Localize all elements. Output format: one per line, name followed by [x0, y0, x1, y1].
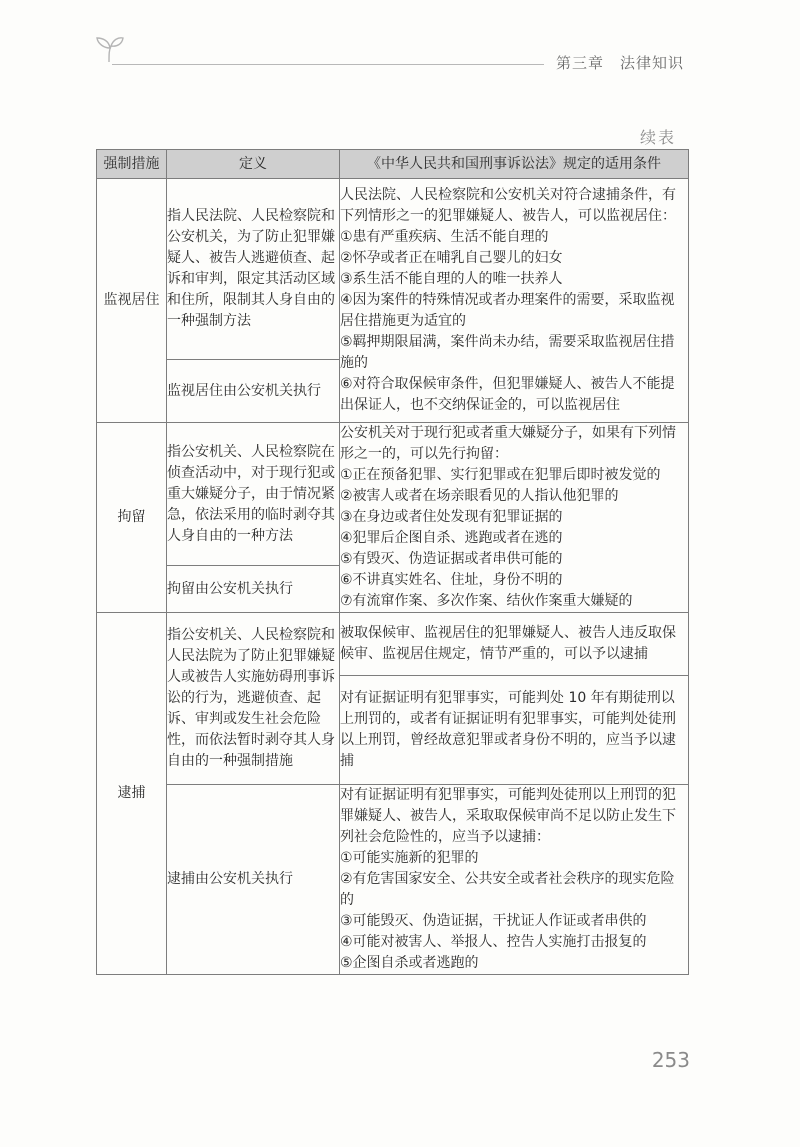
header-rule [112, 64, 544, 65]
executor-cell: 拘留由公安机关执行 [167, 566, 340, 613]
condition-line: ①正在预备犯罪、实行犯罪或在犯罪后即时被发觉的 [340, 467, 661, 483]
conditions-cell [340, 179, 689, 423]
executor-cell: 监视居住由公安机关执行 [167, 360, 340, 423]
table-header-row [97, 150, 689, 179]
condition-line: ②有危害国家安全、公共安全或者社会秩序的现实危险的 [340, 871, 675, 908]
condition-line: 公安机关对于现行犯或者重大嫌疑分子，如果有下列情形之一的，可以先行拘留： [340, 425, 676, 462]
chapter-title: 法律知识 [620, 54, 685, 72]
condition-line: ③可能毁灭、伪造证据，干扰证人作证或者串供的 [340, 913, 647, 929]
condition-line: ④犯罪后企图自杀、逃跑或者在逃的 [340, 530, 563, 546]
header-conditions: 《中华人民共和国刑事诉讼法》规定的适用条件 [340, 150, 689, 179]
definition-cell: 指公安机关、人民检察院在侦查活动中，对于现行犯或重大嫌疑分子，由于情况紧急，依法采用的临时剥夺其人身自由的一种方法 [167, 423, 340, 566]
definition-cell: 指人民法院、人民检察院和公安机关，为了防止犯罪嫌疑人、被告人逃避侦查、起诉和审判，限定其活动区域和住所，限制其人身自由的一种强制方法 [167, 179, 340, 360]
condition-line: ④可能对被害人、举报人、控告人实施打击报复的 [340, 934, 647, 950]
condition-line: ⑤有毁灭、伪造证据或者串供可能的 [340, 551, 563, 567]
definition-cell: 指公安机关、人民检察院和人民法院为了防止犯罪嫌疑人或被告人实施妨碍刑事诉讼的行为，逃避侦查、起诉、审判或发生社会危险性，而依法暂时剥夺其人身自由的一种强制措施 [167, 613, 340, 785]
condition-line: ⑤企图自杀或者逃跑的 [340, 955, 479, 971]
condition-line: ②怀孕或者正在哺乳自己婴儿的妇女 [340, 250, 563, 266]
condition-line: ⑥不讲真实姓名、住址，身份不明的 [340, 572, 563, 588]
chapter-header [556, 52, 684, 73]
condition-line: ①患有严重疾病、生活不能自理的 [340, 229, 549, 245]
coercive-measures-table [96, 149, 689, 975]
sprout-icon [92, 34, 126, 64]
measure-name: 监视居住 [97, 179, 167, 423]
conditions-cell [340, 785, 689, 975]
measure-name: 拘留 [97, 423, 167, 613]
condition-line: ③在身边或者住处发现有犯罪证据的 [340, 509, 563, 525]
continued-label: 续表 [640, 128, 677, 147]
condition-line: ⑤羁押期限届满，案件尚未办结，需要采取监视居住措施的 [340, 334, 675, 371]
table-row [97, 613, 689, 676]
table-row [97, 785, 689, 975]
executor-cell: 逮捕由公安机关执行 [167, 785, 340, 975]
header-definition: 定义 [167, 150, 340, 179]
page-number: 253 [651, 1048, 690, 1072]
header-measure: 强制措施 [97, 150, 167, 179]
condition-line: ⑦有流窜作案、多次作案、结伙作案重大嫌疑的 [340, 593, 633, 609]
conditions-cell [340, 423, 689, 613]
condition-line: ⑥对符合取保候审条件，但犯罪嫌疑人、被告人不能提出保证人，也不交纳保证金的，可以监视居住 [340, 376, 675, 413]
condition-line: 人民法院、人民检察院和公安机关对符合逮捕条件，有下列情形之一的犯罪嫌疑人、被告人，可以监视居住： [340, 187, 676, 224]
table-row [97, 179, 689, 360]
table-row [97, 423, 689, 566]
chapter-number: 第三章 [556, 54, 605, 72]
condition-line: ①可能实施新的犯罪的 [340, 850, 479, 866]
condition-line: ④因为案件的特殊情况或者办理案件的需要，采取监视居住措施更为适宜的 [340, 292, 675, 329]
conditions-cell: 被取保候审、监视居住的犯罪嫌疑人、被告人违反取保候审、监视居住规定，情节严重的，可以予以逮捕 [340, 613, 689, 676]
condition-line: ②被害人或者在场亲眼看见的人指认他犯罪的 [340, 488, 619, 504]
condition-line: 对有证据证明有犯罪事实，可能判处徒刑以上刑罚的犯罪嫌疑人、被告人，采取取保候审尚不足以防止发生下列社会危险性的，应当予以逮捕： [340, 787, 676, 845]
condition-line: ③系生活不能自理的人的唯一扶养人 [340, 271, 563, 287]
measure-name: 逮捕 [97, 613, 167, 975]
conditions-cell: 对有证据证明有犯罪事实，可能判处 10 年有期徒刑以上刑罚的，或者有证据证明有犯罪事实，可能判处徒刑以上刑罚，曾经故意犯罪或者身份不明的，应当予以逮捕 [340, 676, 689, 785]
